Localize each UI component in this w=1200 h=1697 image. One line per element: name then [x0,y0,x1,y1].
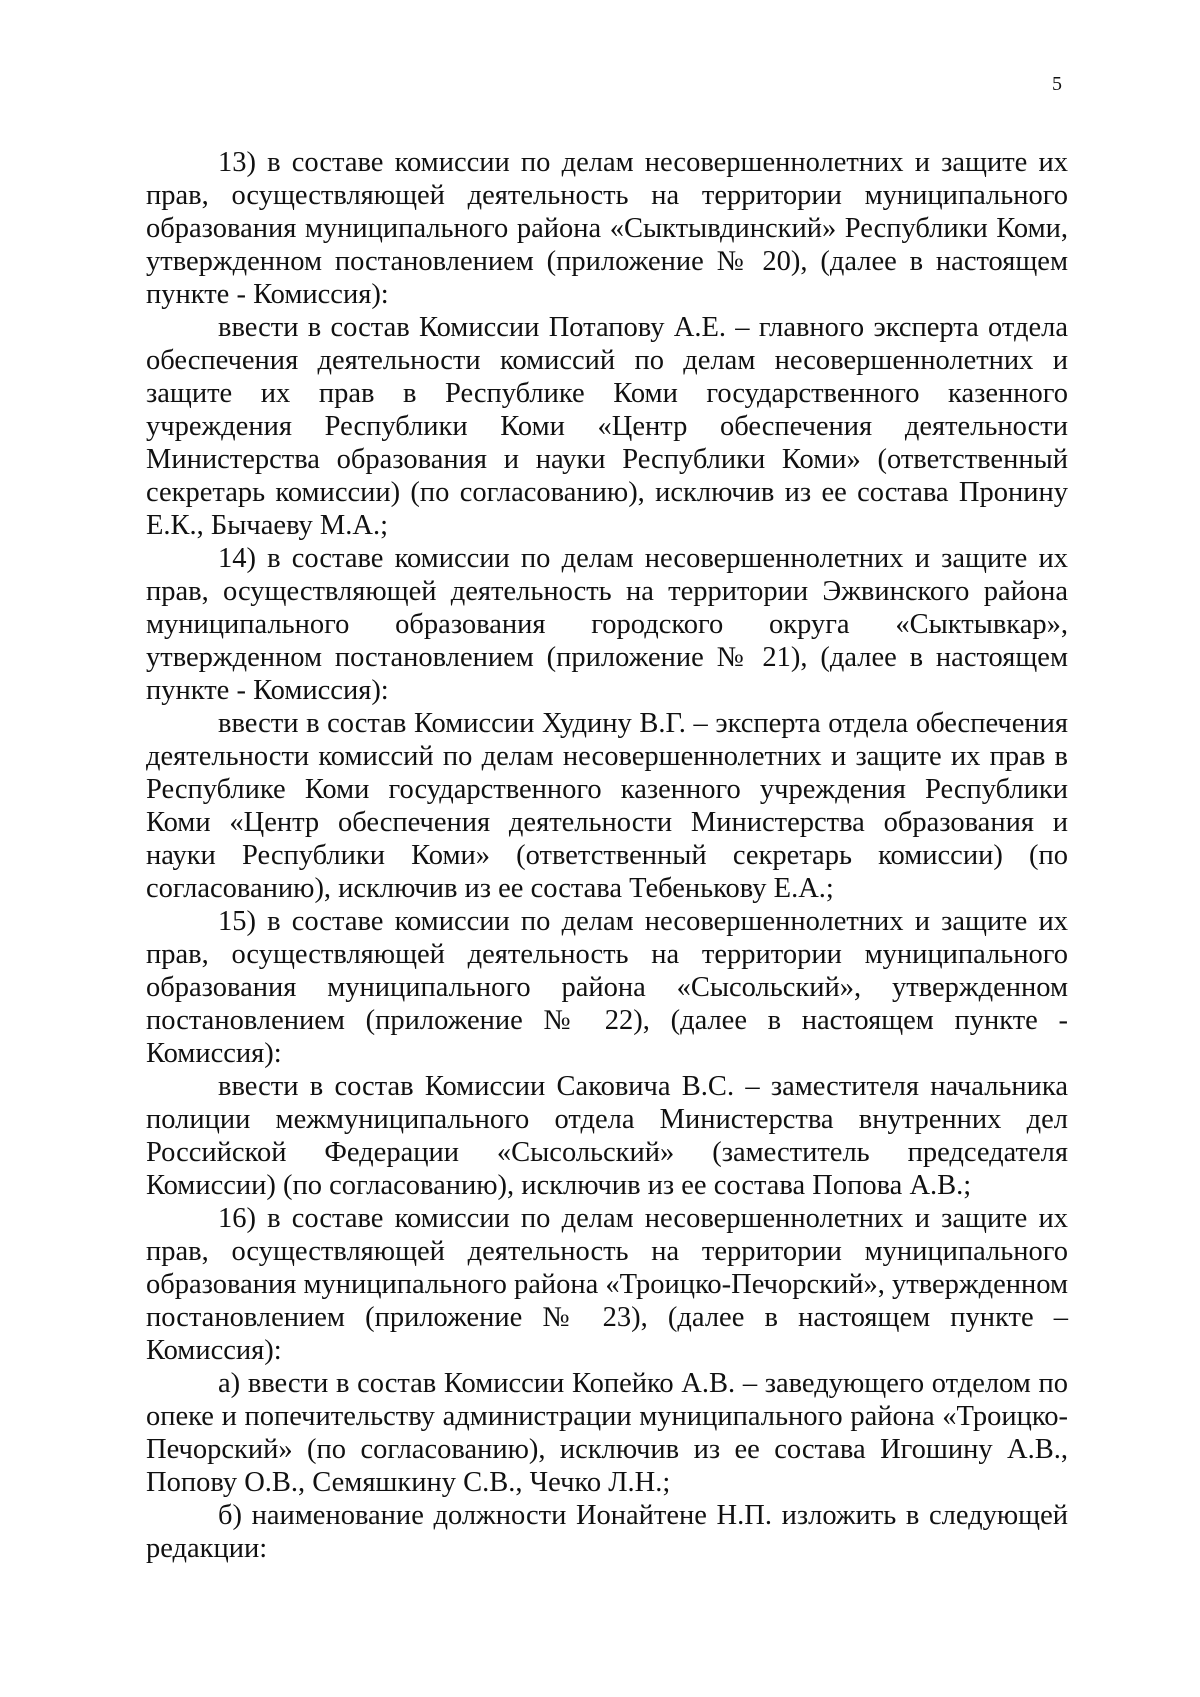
paragraph-14: 14) в составе комиссии по делам несовершеннолетних и защите их прав, осуществляющей деятельность на территории Эжвинского района муниципального образования городского округа «Сыктывкар», утвержденном постановлением (приложение № 21), (далее в настоящем пункте - Комиссия): [146,543,1068,706]
paragraph-16: 16) в составе комиссии по делам несовершеннолетних и защите их прав, осуществляющей деятельность на территории муниципального образования муниципального района «Троицко-Печорский», утвержденном постановлением (приложение № 23), (далее в настоящем пункте – Комиссия): [146,1203,1068,1366]
paragraph-13: 13) в составе комиссии по делам несовершеннолетних и защите их прав, осуществляющей деятельность на территории муниципального образования муниципального района «Сыктывдинский» Республики Коми, утвержденном постановлением (приложение № 20), (далее в настоящем пункте - Комиссия): [146,147,1068,310]
document-body [146,146,1068,1565]
paragraph-15-text: ввести в состав Комиссии Саковича В.С. – заместителя начальника полиции межмуниципального отдела Министерства внутренних дел Российской Федерации «Сысольский» (заместитель председателя Комиссии) (по согласованию), исключив из ее состава Попова А.В.; [146,1071,1068,1201]
paragraph-13-text: ввести в состав Комиссии Потапову А.Е. – главного эксперта отдела обеспечения деятельности комиссий по делам несовершеннолетних и защите их прав в Республике Коми государственного казенного учреждения Республики Коми «Центр обеспечения деятельности Министерства образования и науки Республики Коми» (ответственный секретарь комиссии) (по согласованию), исключив из ее состава Пронину Е.К., Бычаеву М.А.; [146,312,1068,541]
paragraph-14-text: ввести в состав Комиссии Худину В.Г. – эксперта отдела обеспечения деятельности комиссий по делам несовершеннолетних и защите их прав в Республике Коми государственного казенного учреждения Республики Коми «Центр обеспечения деятельности Министерства образования и науки Республики Коми» (ответственный секретарь комиссии) (по согласованию), исключив из ее состава Тебенькову Е.А.; [146,708,1068,904]
paragraph-16-b: б) наименование должности Ионайтене Н.П. изложить в следующей редакции: [146,1500,1068,1564]
paragraph-15: 15) в составе комиссии по делам несовершеннолетних и защите их прав, осуществляющей деятельность на территории муниципального образования муниципального района «Сысольский», утвержденном постановлением (приложение № 22), (далее в настоящем пункте - Комиссия): [146,906,1068,1069]
paragraph-16-a: а) ввести в состав Комиссии Копейко А.В. – заведующего отделом по опеке и попечительству администрации муниципального района «Троицко-Печорский» (по согласованию), исключив из ее состава Игошину А.В., Попову О.В., Семяшкину С.В., Чечко Л.Н.; [146,1368,1068,1498]
page-number: 5 [1052,73,1062,95]
